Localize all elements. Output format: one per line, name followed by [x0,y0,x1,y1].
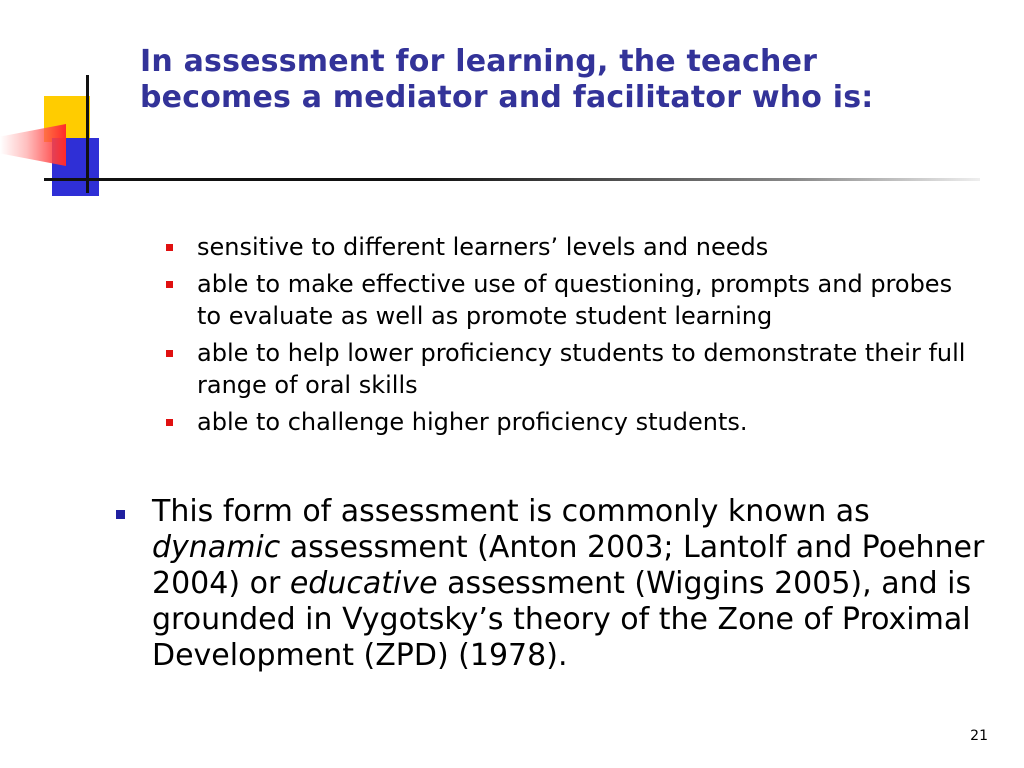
sub-bullet-list [166,231,966,443]
square-bullet-icon [116,510,125,519]
sub-bullet-text: sensitive to different learners’ levels and needs [197,233,769,261]
main-bullet-part1: This form of assessment is commonly known as [152,494,870,529]
slide-title: In assessment for learning, the teacher becomes a mediator and facilitator who is: [140,44,874,115]
sub-bullet-text: able to make effective use of questioning, prompts and probes to evaluate as well as promote student learning [197,270,953,330]
square-bullet-icon [166,419,173,426]
list-item [116,494,996,674]
term-dynamic: dynamic [152,530,281,565]
decor-vertical-line [86,75,89,193]
square-bullet-icon [166,350,173,357]
main-bullet-part3: assessment (Wiggins 2005), and is grounded in Vygotsky’s theory of the Zone of Proximal Development (ZPD) (1978). [152,566,972,673]
main-bullet-text [152,494,984,673]
list-item [166,268,966,332]
main-bullet-part2: assessment (Anton 2003; Lantolf and Poehner 2004) or [152,530,985,601]
title-underline [44,178,980,181]
sub-bullet-text: able to help lower proficiency students to demonstrate their full range of oral skills [197,339,966,399]
list-item [166,406,966,438]
square-bullet-icon [166,281,173,288]
list-item [166,337,966,401]
page-number: 21 [970,728,988,744]
sub-bullet-text: able to challenge higher proficiency students. [197,408,748,436]
main-bullet-list [116,494,996,674]
square-bullet-icon [166,244,173,251]
list-item [166,231,966,263]
decor-red-wedge [0,124,66,166]
term-educative: educative [289,566,438,601]
